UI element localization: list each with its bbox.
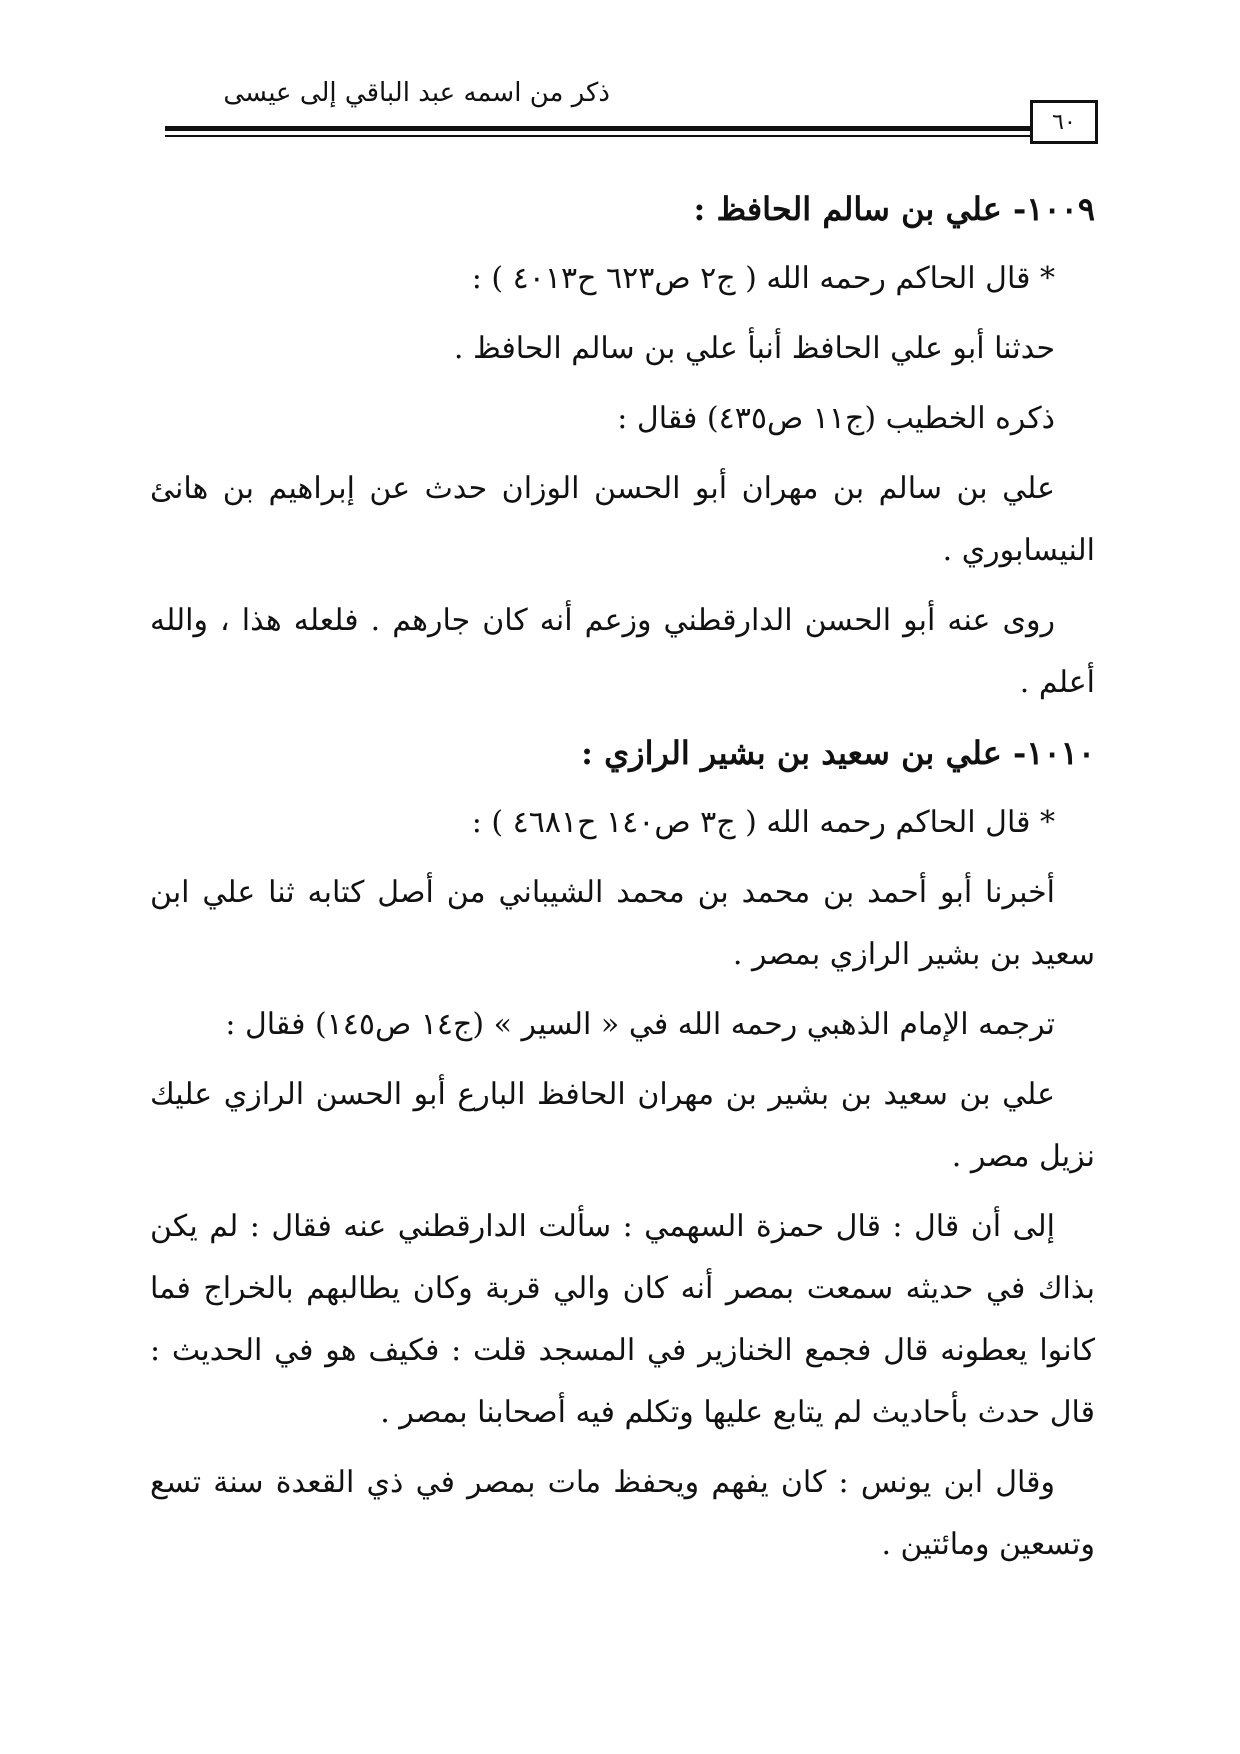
biography-text: علي بن سالم بن مهران أبو الحسن الوزان حدث عن إبراهيم بن هانئ النيسابوري . — [150, 471, 1095, 568]
reference-text: ذكره الخطيب (ج١١ ص٤٣٥) فقال : — [617, 401, 1055, 436]
page-number: ٦٠ — [1030, 100, 1098, 144]
biography-text: علي بن سعيد بن بشير بن مهران الحافظ البارع أبو الحسن الرازي عليك نزيل مصر . — [150, 1077, 1095, 1174]
source-citation: * قال الحاكم رحمه الله ( ج٣ ص١٤٠ ح٤٦٨١ ) : — [471, 805, 1055, 840]
entry-heading: ١٠١٠- علي بن سعيد بن بشير الرازي : — [581, 734, 1095, 772]
header-rule-thin — [165, 135, 1030, 137]
header-rule-thick — [165, 126, 1030, 131]
narration-text: حدثنا أبو علي الحافظ أنبأ علي بن سالم الحافظ . — [453, 331, 1055, 366]
narration-text: أخبرنا أبو أحمد بن محمد بن محمد الشيباني من أصل كتابه ثنا علي ابن سعيد بن بشير الرازي بمصر . — [150, 875, 1095, 972]
reference-text: ترجمه الإمام الذهبي رحمه الله في « السير » (ج١٤ ص١٤٥) فقال : — [225, 1007, 1055, 1042]
running-title: ذكر من اسمه عبد الباقي إلى عيسى — [223, 78, 610, 108]
comment-text: روى عنه أبو الحسن الدارقطني وزعم أنه كان جارهم . فلعله هذا ، والله أعلم . — [150, 603, 1095, 700]
source-citation: * قال الحاكم رحمه الله ( ج٢ ص٦٢٣ ح٤٠١٣ ) : — [471, 261, 1055, 296]
death-note-text: وقال ابن يونس : كان يفهم ويحفظ مات بمصر في ذي القعدة سنة تسع وتسعين ومائتين . — [150, 1465, 1095, 1562]
entry-heading: ١٠٠٩- علي بن سالم الحافظ : — [693, 190, 1095, 228]
page-body — [150, 178, 1095, 1584]
quote-text: إلى أن قال : قال حمزة السهمي : سألت الدارقطني عنه فقال : لم يكن بذاك في حديثه سمعت بمصر أنه كان والي قربة وكان يطالبهم بالخراج فما كانوا يعطونه قال فجمع الخنازير في المسجد قلت : فكيف هو في الحديث : قال حدث بأحاديث لم يتابع عليها وتكلم فيه أصحابنا بمصر . — [150, 1209, 1095, 1430]
